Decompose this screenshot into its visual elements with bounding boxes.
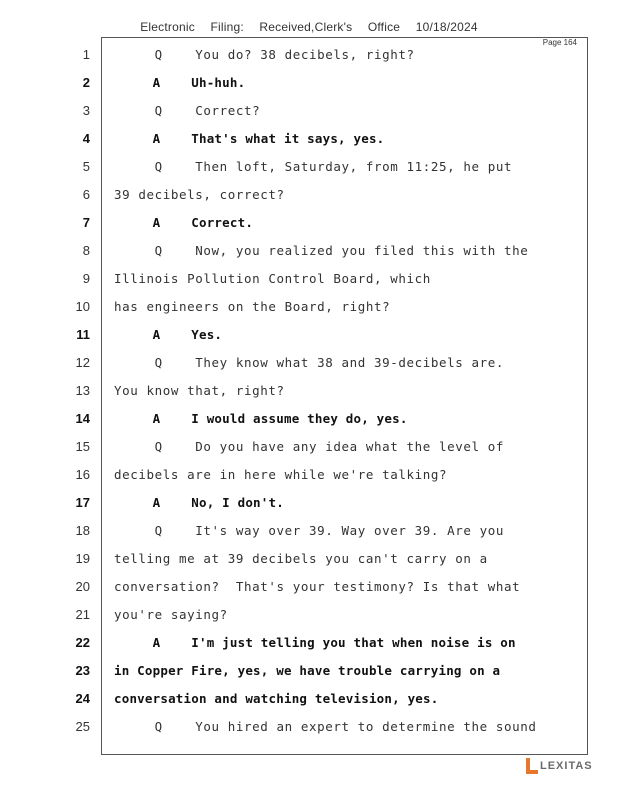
transcript-line (0, 180, 618, 208)
answer-text: A Correct. (114, 214, 254, 230)
line-text: You know that, right? (114, 382, 285, 398)
line-number: 5 (82, 158, 90, 174)
transcript-line (0, 208, 618, 236)
line-number: 23 (75, 662, 90, 678)
header-filing: Filing: (210, 20, 244, 34)
transcript-line (0, 656, 618, 684)
line-text: decibels are in here while we're talking? (114, 466, 448, 482)
line-number: 18 (75, 522, 90, 538)
line-text: has engineers on the Board, right? (114, 298, 391, 314)
transcript-line (0, 572, 618, 600)
line-number: 13 (75, 382, 90, 398)
transcript-line (0, 516, 618, 544)
line-number: 17 (75, 494, 90, 510)
line-number: 8 (82, 242, 90, 258)
transcript-line (0, 40, 618, 68)
transcript-line (0, 124, 618, 152)
answer-text: in Copper Fire, yes, we have trouble carrying on a (114, 662, 501, 678)
line-number: 7 (82, 214, 90, 230)
line-text: Q You do? 38 decibels, right? (114, 46, 415, 62)
line-text: Q Now, you realized you filed this with the (114, 242, 529, 258)
line-number: 20 (75, 578, 90, 594)
transcript-line (0, 320, 618, 348)
line-number: 16 (75, 466, 90, 482)
line-number: 22 (75, 634, 90, 650)
filing-header (0, 20, 618, 34)
transcript-line (0, 264, 618, 292)
header-office: Office (367, 20, 401, 34)
answer-text: A I would assume they do, yes. (114, 410, 408, 426)
line-number: 15 (75, 438, 90, 454)
transcript-line (0, 292, 618, 320)
lexitas-mark-icon (526, 758, 538, 774)
transcript-line (0, 376, 618, 404)
transcript-line (0, 544, 618, 572)
transcript-line (0, 684, 618, 712)
line-number: 10 (75, 298, 90, 314)
line-number: 14 (75, 410, 90, 426)
line-number: 3 (82, 102, 90, 118)
lexitas-logo-text: LEXITAS (540, 760, 593, 772)
page-number: Page 164 (542, 38, 577, 47)
line-number: 21 (75, 606, 90, 622)
line-number: 11 (76, 326, 90, 342)
header-electronic: Electronic (140, 20, 195, 34)
answer-text: A I'm just telling you that when noise is on (114, 634, 516, 650)
transcript-line (0, 96, 618, 124)
line-number: 19 (75, 550, 90, 566)
line-text: Q Do you have any idea what the level of (114, 438, 505, 454)
answer-text: A Uh-huh. (114, 74, 246, 90)
line-text: Q Then loft, Saturday, from 11:25, he put (114, 158, 513, 174)
header-date: 10/18/2024 (415, 20, 478, 34)
line-number: 2 (82, 74, 90, 90)
transcript-line (0, 600, 618, 628)
header-received: Received,Clerk's (259, 20, 353, 34)
transcript-line (0, 152, 618, 180)
line-text: telling me at 39 decibels you can't carry on a (114, 550, 488, 566)
line-text: Q Correct? (114, 102, 261, 118)
transcript-line (0, 68, 618, 96)
line-number: 9 (82, 270, 90, 286)
transcript-line (0, 488, 618, 516)
line-text: Q They know what 38 and 39-decibels are. (114, 354, 505, 370)
line-number: 12 (75, 354, 90, 370)
answer-text: A No, I don't. (114, 494, 284, 510)
line-text: 39 decibels, correct? (114, 186, 285, 202)
answer-text: A That's what it says, yes. (114, 130, 385, 146)
line-number: 4 (82, 130, 90, 146)
transcript-line (0, 628, 618, 656)
line-number: 6 (82, 186, 90, 202)
answer-text: A Yes. (114, 326, 223, 342)
line-text: conversation? That's your testimony? Is that what (114, 578, 521, 594)
transcript-line (0, 404, 618, 432)
answer-text: conversation and watching television, yes. (114, 690, 439, 706)
transcript-line (0, 348, 618, 376)
line-number: 25 (75, 718, 90, 734)
line-text: Illinois Pollution Control Board, which (114, 270, 431, 286)
line-text: Q You hired an expert to determine the sound (114, 718, 537, 734)
transcript-line (0, 236, 618, 264)
line-text: you're saying? (114, 606, 228, 622)
line-text: Q It's way over 39. Way over 39. Are you (114, 522, 505, 538)
transcript-line (0, 432, 618, 460)
line-number: 24 (75, 690, 90, 706)
transcript-line (0, 460, 618, 488)
lexitas-logo (526, 758, 593, 774)
transcript-line (0, 712, 618, 740)
line-number: 1 (82, 46, 90, 62)
